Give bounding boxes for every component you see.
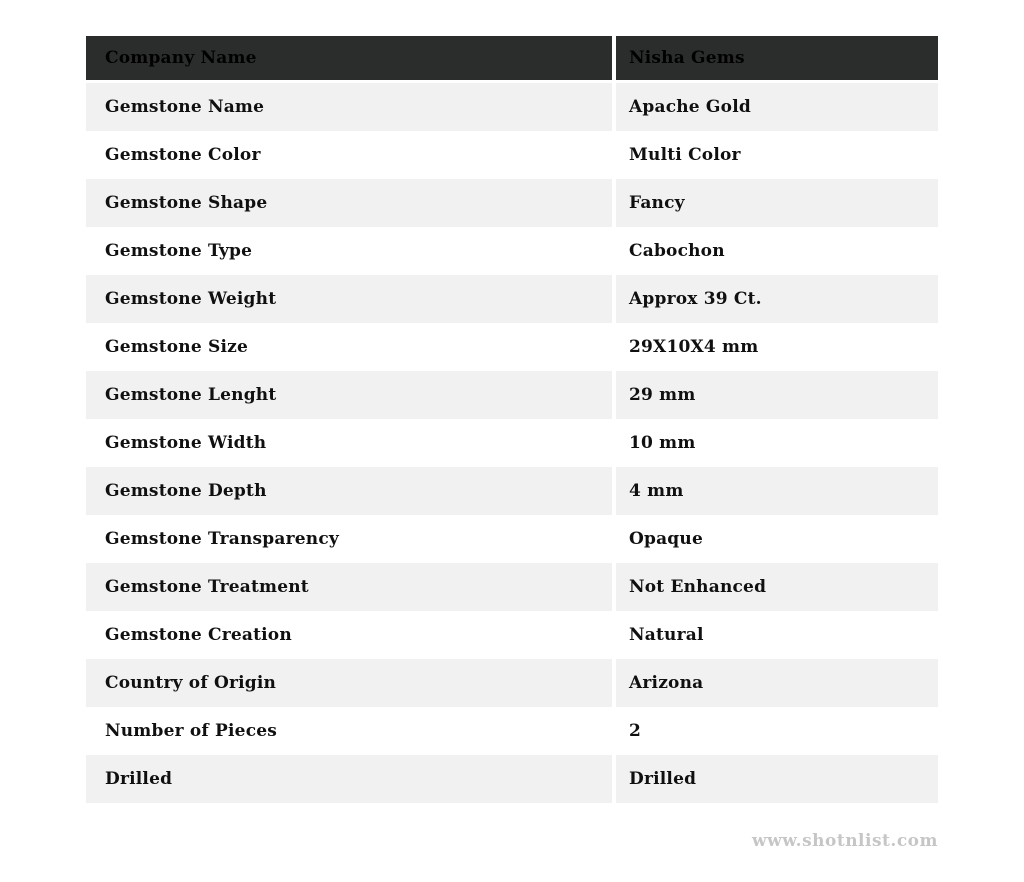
table-row bbox=[86, 611, 938, 659]
spec-value-cell: Drilled bbox=[612, 755, 938, 803]
spec-value-cell: Fancy bbox=[612, 179, 938, 227]
spec-label-cell: Gemstone Color bbox=[86, 131, 612, 179]
company-name-header: Company Name bbox=[86, 36, 612, 83]
spec-label-cell: Drilled bbox=[86, 755, 612, 803]
spec-value-cell: Opaque bbox=[612, 515, 938, 563]
table-row bbox=[86, 179, 938, 227]
spec-label-cell: Gemstone Creation bbox=[86, 611, 612, 659]
spec-value-cell: Cabochon bbox=[612, 227, 938, 275]
table-row bbox=[86, 467, 938, 515]
table-row bbox=[86, 419, 938, 467]
spec-value-cell: 2 bbox=[612, 707, 938, 755]
table-row bbox=[86, 323, 938, 371]
table-row bbox=[86, 275, 938, 323]
table-row bbox=[86, 755, 938, 803]
gemstone-spec-table bbox=[86, 36, 938, 803]
spec-label-cell: Gemstone Depth bbox=[86, 467, 612, 515]
spec-value-cell: Apache Gold bbox=[612, 83, 938, 131]
spec-label-cell: Gemstone Name bbox=[86, 83, 612, 131]
spec-label-cell: Country of Origin bbox=[86, 659, 612, 707]
spec-value-cell: Natural bbox=[612, 611, 938, 659]
spec-label-cell: Gemstone Transparency bbox=[86, 515, 612, 563]
table-row bbox=[86, 563, 938, 611]
spec-value-cell: Multi Color bbox=[612, 131, 938, 179]
spec-label-cell: Gemstone Width bbox=[86, 419, 612, 467]
table-row bbox=[86, 659, 938, 707]
company-name-value: Nisha Gems bbox=[612, 36, 938, 83]
table-header-row bbox=[86, 36, 938, 83]
spec-value-cell: 4 mm bbox=[612, 467, 938, 515]
spec-value-cell: 10 mm bbox=[612, 419, 938, 467]
spec-value-cell: Not Enhanced bbox=[612, 563, 938, 611]
spec-value-cell: 29X10X4 mm bbox=[612, 323, 938, 371]
watermark-text: www.shotnlist.com bbox=[751, 831, 938, 851]
spec-label-cell: Gemstone Type bbox=[86, 227, 612, 275]
spec-label-cell: Gemstone Treatment bbox=[86, 563, 612, 611]
spec-value-cell: Approx 39 Ct. bbox=[612, 275, 938, 323]
table-row bbox=[86, 227, 938, 275]
table-row bbox=[86, 131, 938, 179]
table-row bbox=[86, 83, 938, 131]
table-row bbox=[86, 707, 938, 755]
table-row bbox=[86, 515, 938, 563]
spec-label-cell: Gemstone Size bbox=[86, 323, 612, 371]
spec-label-cell: Gemstone Weight bbox=[86, 275, 612, 323]
table-row bbox=[86, 371, 938, 419]
spec-label-cell: Gemstone Shape bbox=[86, 179, 612, 227]
spec-value-cell: Arizona bbox=[612, 659, 938, 707]
spec-value-cell: 29 mm bbox=[612, 371, 938, 419]
spec-label-cell: Number of Pieces bbox=[86, 707, 612, 755]
spec-rows bbox=[86, 83, 938, 803]
spec-label-cell: Gemstone Lenght bbox=[86, 371, 612, 419]
